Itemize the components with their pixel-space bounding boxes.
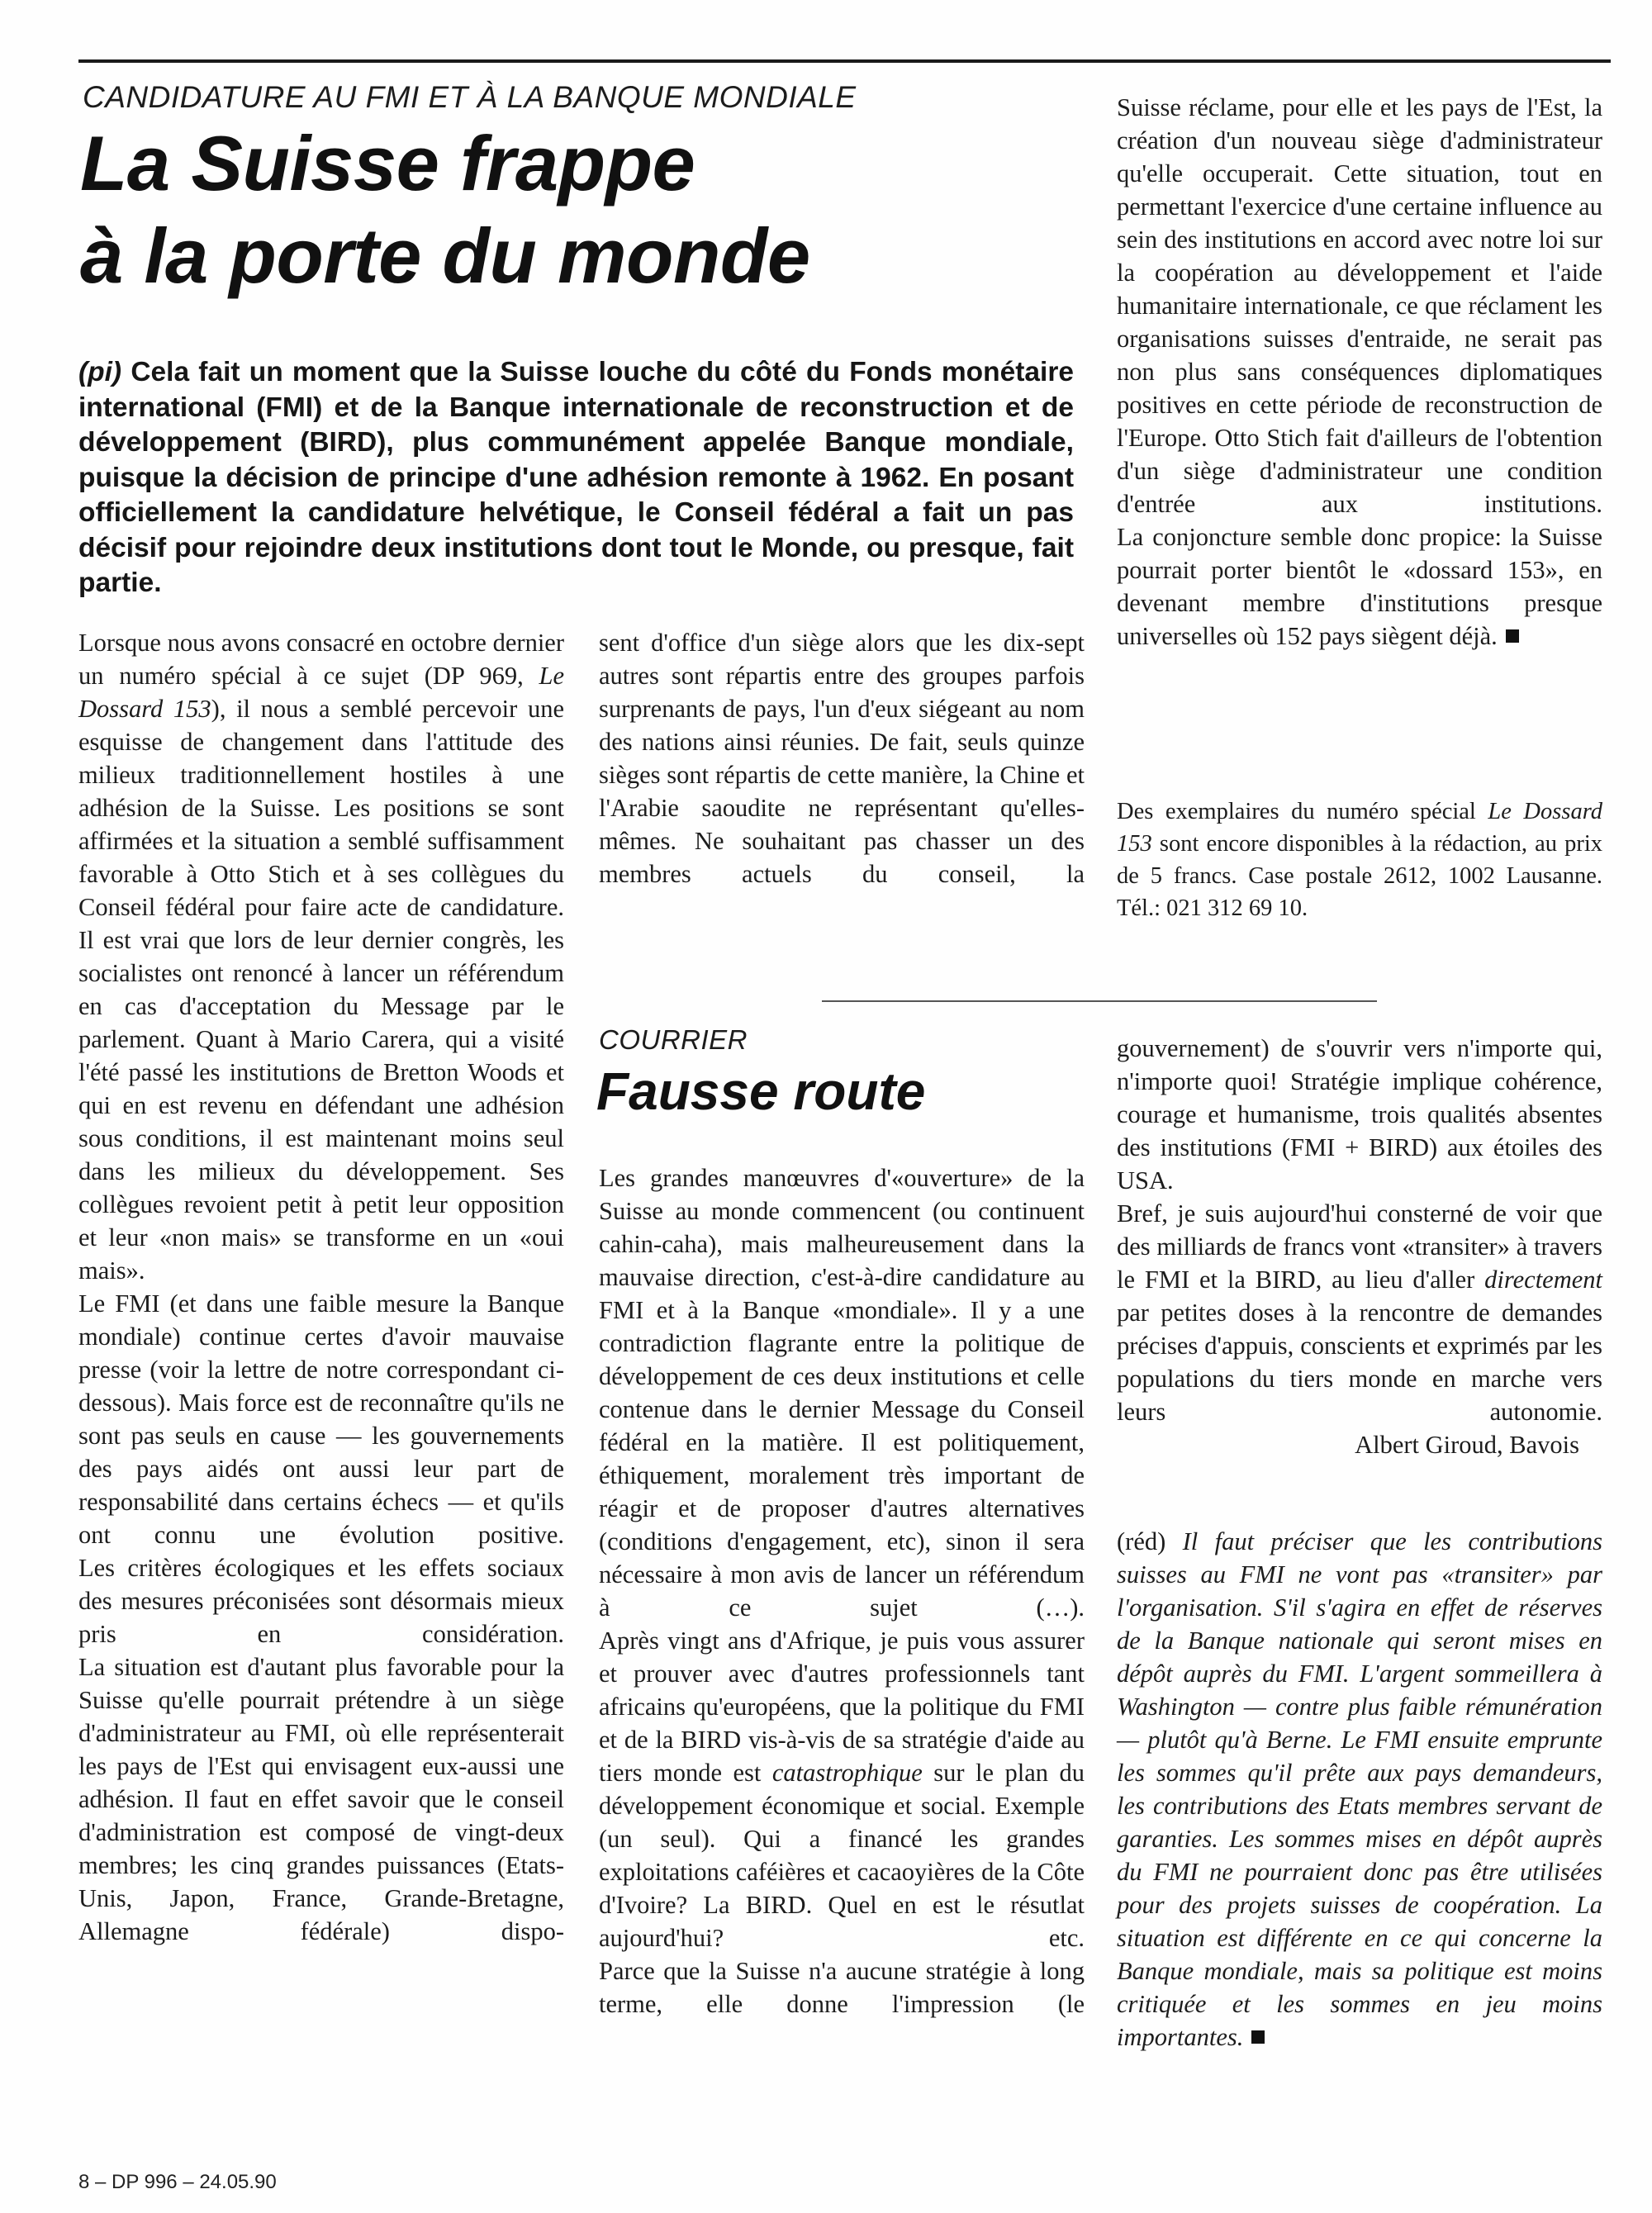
lead-text: Cela fait un moment que la Suisse louche du côté du Fonds monétaire international (FMI) et de la Banque internationale de reconstruction et de développement (BIRD), plus communément appelée Banque mondiale, puisque la décision de principe d'une adhésion remonte à 1962. En posant officiellement la candidature helvétique, le Conseil fédéral a fait un pas décisif pour rejoindre deux institutions dont tout le Monde, ou presque, fait partie. [78, 357, 1075, 598]
paragraph: gouvernement) de s'ouvrir vers n'importe qui, n'importe quoi! Stratégie implique cohérence, courage et humanisme, trois qualités absentes des institutions (FMI + BIRD) aux étoiles des USA. [1117, 1034, 1602, 1194]
paragraph: sent d'office d'un siège alors que les dix-sept autres sont répartis entre des groupes parfois surprenants de pays, l'un d'eux siégeant au nom des nations ainsi réunies. De fait, seuls quinze sièges sont répartis de cette manière, la Chine et l'Arabie saoudite ne représentant qu'elles-mêmes. Ne souhaitant pas chasser un des membres actuels du conseil, la [599, 629, 1085, 888]
letter-column-1 [599, 1161, 1085, 2021]
paragraph: Le FMI (et dans une faible mesure la Banque mondiale) continue certes d'avoir mauvaise presse (voir la lettre de notre correspondant ci-dessous). Mais force est de reconnaître qu'ils ne sont pas seuls en cause — les gouvernements des pays aidés ont aussi leur part de responsabilité dans certains échecs — et qu'ils ont connu une évolution positive. [78, 1289, 564, 1549]
emphasis: catastrophique [771, 1759, 923, 1787]
editor-tag: (réd) [1117, 1527, 1166, 1555]
article-lead [78, 355, 1074, 601]
text: par petites doses à la rencontre de demandes précises d'appuis, conscients et exprimés par les populations du tiers monde en marche vers leurs autonomie. [1117, 1299, 1602, 1426]
article-column-1 [78, 626, 564, 1948]
text: Bref, je suis aujourd'hui consterné de voir que des milliards de francs vont «transiter» à travers le FMI et la BIRD, au lieu d'aller [1117, 1199, 1602, 1294]
paragraph [1117, 1197, 1602, 1428]
text: sont encore disponibles à la rédaction, au prix de 5 francs. Case postale 2612, 1002 Lausanne. Tél.: 021 312 69 10. [1117, 831, 1602, 921]
reference-title: Le Dossard 153 [1117, 799, 1602, 857]
letter-signature: Albert Giroud, Bavois [1355, 1431, 1579, 1459]
text: Il faut préciser que les contributions suisses au FMI ne vont pas «transiter» par l'organisation. S'il s'agira en effet de réserves de la Banque nationale qui seront mises en dépôt auprès du FMI. L'argent sommeillera à Washington — contre plus faible rémunération — plutôt qu'à Berne. Le FMI ensuite emprunte les sommes qu'il prête aux pays demandeurs, les contributions des Etats membres servant de garanties. Les sommes mises en dépôt auprès du FMI ne pourraient donc pas être utilisées pour des projets suisses de coopération. La situation est différente en ce qui concerne la Banque mondiale, mais sa politique est moins critiquée et les sommes en jeu moins importantes. [1117, 1527, 1602, 2051]
emphasis: directement [1484, 1266, 1602, 1294]
editor-reply [1117, 1525, 1602, 2054]
article-title-line-1: La Suisse frappe [80, 120, 695, 207]
article-column-2 [599, 626, 1085, 890]
text: Après vingt ans d'Afrique, je puis vous assurer et prouver avec d'autres professionnels tant africains qu'européens, que la politique du FMI et de la BIRD vis-à-vis de sa stratégie d'aide au tiers monde est [599, 1627, 1085, 1787]
article-kicker: CANDIDATURE AU FMI ET À LA BANQUE MONDIALE [83, 80, 857, 114]
paragraph [599, 1624, 1085, 1954]
paragraph [1117, 795, 1602, 924]
end-mark-icon [1251, 2030, 1265, 2044]
article-column-3 [1117, 91, 1602, 653]
text: ), il nous a semblé percevoir une esquisse de changement dans l'attitude des milieux traditionnellement hostiles à une adhésion de la Suisse. Les positions se sont affirmées et la situation a semblé suffisamment favorable à Otto Stich et à ses collègues du Conseil fédéral pour faire acte de candidature. [78, 695, 564, 921]
text: La conjoncture semble donc propice: la Suisse pourrait porter bientôt le «dossard 153», en devenant membre d'institutions presque universelles où 152 pays siègent déjà. [1117, 523, 1602, 650]
top-rule [78, 59, 1611, 63]
letter-kicker: COURRIER [599, 1024, 748, 1055]
article-title [80, 117, 1071, 302]
editor-note [1117, 795, 1602, 924]
reference-title: Le Dossard 153 [78, 662, 564, 723]
text: Lorsque nous avons consacré en octobre dernier un numéro spécial à ce sujet (DP 969, [78, 629, 564, 690]
end-mark-icon [1506, 629, 1519, 643]
paragraph: Les grandes manœuvres d'«ouverture» de la Suisse au monde commencent (ou continuent cahin-caha), mais malheureusement dans la mauvaise direction, c'est-à-dire candidature au FMI et à la Banque «mondiale». Il y a une contradiction flagrante entre la politique de développement de ces deux institutions et celle contenue dans le dernier Message du Conseil fédéral en la matière. Il est politiquement, éthiquement, moralement très important de réagir et de proposer d'autres alternatives (conditions d'engagement, etc), sinon il sera nécessaire à mon avis de lancer un référendum à ce sujet (…). [599, 1164, 1085, 1622]
page-footer: 8 – DP 996 – 24.05.90 [78, 2171, 277, 2193]
paragraph: Les critères écologiques et les effets sociaux des mesures préconisées sont désormais mieux pris en considération. [78, 1554, 564, 1648]
text: sur le plan du développement économique et social. Exemple (un seul). Qui a financé les grandes exploitations caféières et cacaoyières de la Côte d'Ivoire? La BIRD. Quel en est le résutlat aujourd'hui? etc. [599, 1759, 1085, 1952]
author-initials: (pi) [78, 357, 122, 387]
article-title-line-2: à la porte du monde [80, 212, 810, 299]
section-divider [822, 1000, 1377, 1002]
letter-column-2 [1117, 1032, 1602, 1461]
paragraph: La situation est d'autant plus favorable pour la Suisse qu'elle pourrait prétendre à un siège d'administrateur au FMI, où elle représenterait les pays de l'Est qui envisagent eux-aussi une adhésion. Il faut en effet savoir que le conseil d'administration est composé de vingt-deux membres; les cinq grandes puissances (Etats-Unis, Japon, France, Grande-Bretagne, Allemagne fédérale) dispo- [78, 1653, 564, 1945]
text: Des exemplaires du numéro spécial [1117, 799, 1488, 824]
paragraph [78, 626, 564, 924]
letter-title: Fausse route [596, 1061, 926, 1121]
paragraph [1117, 1525, 1602, 2054]
paragraph [1117, 520, 1602, 653]
paragraph: Parce que la Suisse n'a aucune stratégie à long terme, elle donne l'impression (le [599, 1957, 1085, 2018]
paragraph: Suisse réclame, pour elle et les pays de l'Est, la création d'un nouveau siège d'administrateur qu'elle occuperait. Cette situation, tout en permettant l'exercice d'une certaine influence au sein des institutions en accord avec notre loi sur la coopération au développement et l'aide humanitaire internationale, ce que réclament les organisations suisses d'entraide, ne serait pas non plus sans conséquences diplomatiques positives en cette période de reconstruction de l'Europe. Otto Stich fait d'ailleurs de l'obtention d'un siège d'administrateur une condition d'entrée aux institutions. [1117, 93, 1602, 518]
paragraph: Il est vrai que lors de leur dernier congrès, les socialistes ont renoncé à lancer un référendum en cas d'acceptation du Message par le parlement. Quant à Mario Carera, qui a visité l'été passé les institutions de Bretton Woods et qui en est revenu en défendant une adhésion sous conditions, il est maintenant moins seul dans les milieux du développement. Ses collègues revoient petit à petit leur opposition et leur «non mais» se transforme en un «oui mais». [78, 926, 564, 1285]
